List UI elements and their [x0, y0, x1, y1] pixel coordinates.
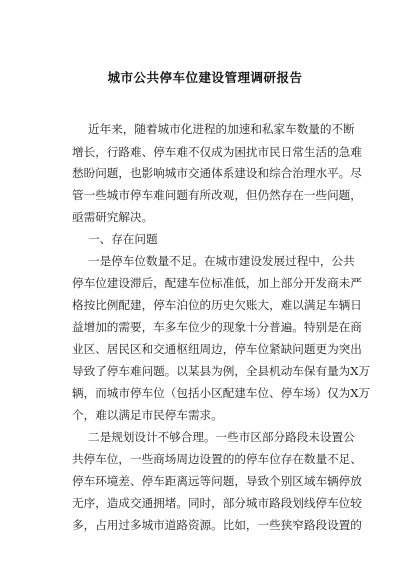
paragraph-line: 停车环境差、停车距离远等问题，导致个别区域车辆停放 — [72, 474, 362, 488]
paragraph-line: 共停车位，一些商场周边设置的的停车位存在数量不足、 — [72, 452, 362, 466]
paragraph-line: 多，占用过多城市道路资源。比如，一些狭窄路段设置的 — [72, 518, 362, 532]
paragraph-line: 导致了停车难问题。以某县为例，全县机动车保有量为X万 — [72, 364, 371, 378]
paragraph-line: 管一些城市停车难问题有所改观，但仍然存在一些问题， — [72, 188, 362, 202]
paragraph-line: 二是规划设计不够合理。一些市区部分路段未设置公 — [88, 430, 355, 444]
paragraph-line: 增长，行路难、停车难不仅成为困扰市民日常生活的急难 — [72, 145, 362, 159]
paragraph-line: 益增加的需要，车多车位少的现象十分普遍。特别是在商 — [72, 320, 362, 334]
section-heading: 一、存在问题 — [88, 232, 158, 246]
paragraph-line: 业区、居民区和交通枢纽周边，停车位紧缺问题更为突出 — [72, 342, 362, 356]
paragraph-line: 无序，造成交通拥堵。同时，部分城市路段划线停车位较 — [72, 496, 362, 510]
paragraph-line: 一是停车位数量不足。在城市建设发展过程中，公共 — [88, 254, 355, 268]
paragraph-line: 格按比例配建，停车泊位的历史欠账大，难以满足车辆日 — [72, 298, 362, 312]
paragraph-line: 愁盼问题，也影响城市交通体系建设和综合治理水平。尽 — [72, 166, 362, 180]
paragraph-line: 个，难以满足市民停车需求。 — [72, 408, 223, 422]
paragraph-line: 停车位建设滞后，配建车位标准低，加上部分开发商未严 — [72, 276, 362, 290]
paragraph-line: 辆，而城市停车位（包括小区配建车位、停车场）仅为X万 — [72, 386, 371, 400]
document-title: 城市公共停车位建设管理调研报告 — [107, 70, 303, 85]
paragraph-line: 近年来，随着城市化进程的加速和私家车数量的不断 — [88, 122, 355, 136]
paragraph-line: 亟需研究解决。 — [72, 210, 154, 224]
